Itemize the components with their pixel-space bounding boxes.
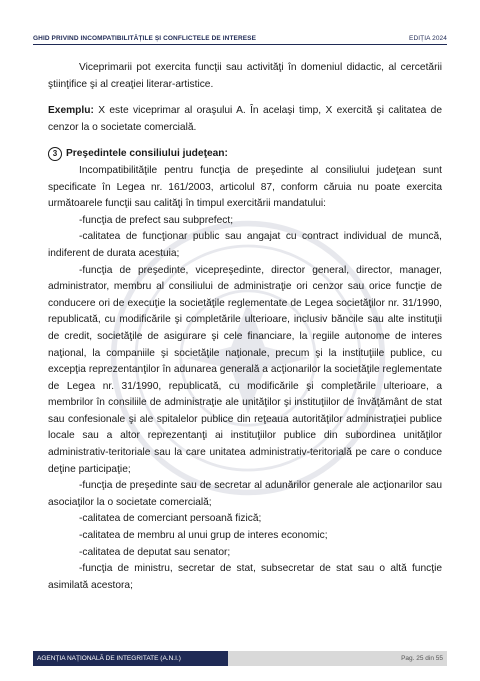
page-header bbox=[33, 30, 447, 45]
list-item: -funcţia de prefect sau subprefect; bbox=[79, 214, 234, 226]
list-item: -calitatea de deputat sau senator; bbox=[79, 546, 231, 558]
list-item: -calitatea de comerciant persoană fizică; bbox=[79, 513, 262, 525]
intro-paragraph: Viceprimarii pot exercita funcţii sau activităţi în domeniul didactic, al cercetării ştiinţifice şi al creaţiei literar-artistice. bbox=[48, 62, 442, 90]
example-label: Exemplu: bbox=[48, 105, 94, 117]
footer-agency: AGENȚIA NAȚIONALĂ DE INTEGRITATE (A.N.I.) bbox=[33, 651, 228, 666]
section-intro: Incompatibilităţile pentru funcţia de preşedinte al consiliului judeţean sunt specificate în Legea nr. 161/2003, articolul 87, conform căruia nu poate exercita următoarele funcţii sau calităţi în timpul exercitării mandatului: bbox=[48, 164, 442, 210]
header-title: GHID PRIVIND INCOMPATIBILITĂȚILE ȘI CONFLICTELE DE INTERESE bbox=[33, 35, 257, 42]
list-item: -funcţia de ministru, secretar de stat, subsecretar de stat sau o altă funcţie asimilată acestora; bbox=[48, 563, 442, 591]
page-content bbox=[48, 60, 442, 594]
footer-page-number: Pag. 25 din 55 bbox=[228, 651, 447, 666]
section-title: Preşedintele consiliului judeţean: bbox=[66, 148, 228, 160]
section-number-badge: 3 bbox=[48, 147, 62, 161]
example-paragraph bbox=[48, 103, 442, 136]
list-item: -calitatea de membru al unui grup de interes economic; bbox=[79, 530, 328, 542]
list-item: -funcţia de preşedinte sau de secretar al adunărilor generale ale acţionarilor sau asociaţilor la o societate comercială; bbox=[48, 480, 442, 508]
list-item: -funcţia de preşedinte, vicepreşedinte, director general, director, manager, administrator, membru al consiliului de administraţie ori cenzor sau orice funcţie de conducere ori de execuţie la societăţile reglementate de Legea societăţilor nr. 31/1990, republicată, cu modificările şi completările ulterioare, inclusiv băncile sau alte instituţii de credit, societăţile de asigurare şi cele financiare, la regiile autonome de interes naţional, la companiile şi societăţile naţionale, precum şi la instituţiile publice, cu excepţia reprezentanţilor în adunarea generală a acţionarilor la societăţile reglementate de Legea nr. 31/1990, republicată, cu modificările şi completările ulterioare, a membrilor în consiliile de administraţie ale unităţilor şi instituţiilor de învăţământ de stat sau confesionale şi ale spitalelor publice din reţeaua autorităţilor administraţiei publice locale sau a altor reprezentanţi ai instituţiilor publice din subordinea unităţilor administrativ-teritoriale sau la care unitatea administrativ-teritorială pe care o conduce deţine participaţie; bbox=[48, 264, 442, 475]
header-edition: EDIȚIA 2024 bbox=[409, 35, 447, 42]
page-footer bbox=[33, 651, 447, 666]
section-heading bbox=[48, 146, 442, 163]
example-text: X este viceprimar al oraşului A. În acelaşi timp, X exercită şi calitatea de cenzor la o societate comercială. bbox=[48, 105, 442, 133]
list-item: -calitatea de funcţionar public sau angajat cu contract individual de muncă, indiferent de durata acestuia; bbox=[48, 231, 442, 259]
